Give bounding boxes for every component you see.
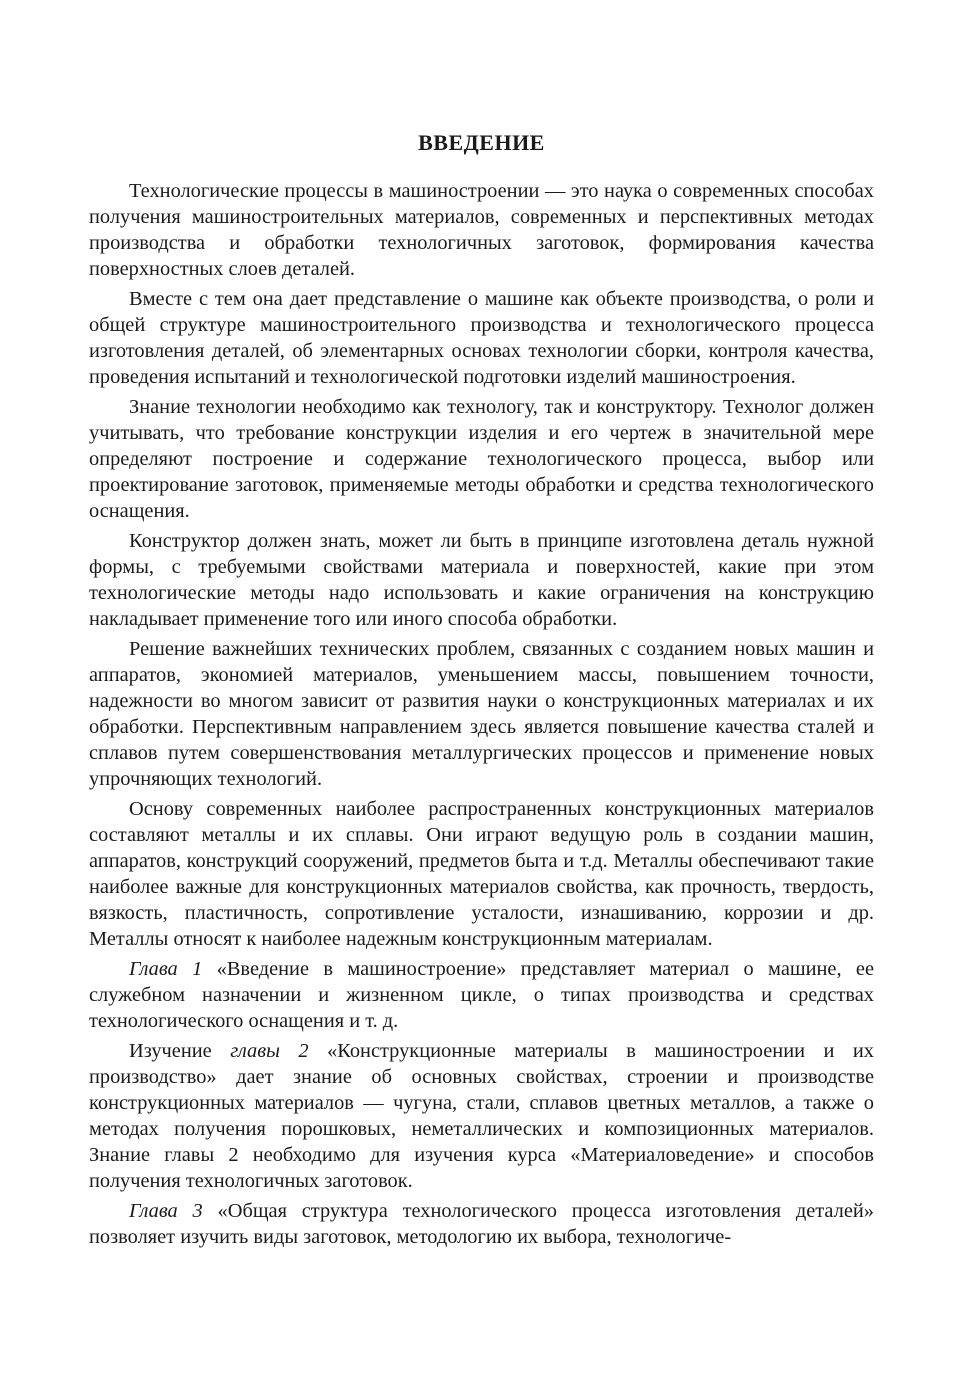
chapter-3-text: «Общая структура технологического процесса изготовления деталей» позволяет изучить виды заготовок, методологию их выбора, технологиче-: [89, 1200, 874, 1248]
document-page: [89, 128, 874, 1250]
paragraph-chapter-1: [89, 956, 874, 1034]
paragraph-1: Технологические процессы в машиностроении — это наука о современных способах получения машиностроительных материалов, современных и перспективных методах производства и обработки технологичных заготовок, формирования качества поверхностных слоев деталей.: [89, 180, 874, 280]
paragraph-chapter-2: [89, 1038, 874, 1194]
chapter-1-text: «Введение в машиностроение» представляет материал о машине, ее служебном назначении и жизненном цикле, о типах производства и средствах технологического оснащения и т. д.: [89, 958, 874, 1032]
paragraph-5: Решение важнейших технических проблем, связанных с созданием новых машин и аппаратов, экономией материалов, уменьшением массы, повышением точности, надежности во многом зависит от развития науки о конструкционных материалах и их обработки. Перспективным направлением здесь является повышение качества сталей и сплавов путем совершенствования металлургических процессов и применение новых упрочняющих технологий.: [89, 638, 874, 790]
paragraph-6: Основу современных наиболее распространенных конструкционных материалов составляют металлы и их сплавы. Они играют ведущую роль в создании машин, аппаратов, конструкций сооружений, предметов быта и т.д. Металлы обеспечивают такие наиболее важные для конструкционных материалов свойства, как прочность, твердость, вязкость, пластичность, сопротивление усталости, изнашиванию, коррозии и др. Металлы относят к наиболее надежным конструкционным материалам.: [89, 798, 874, 950]
paragraph-4: Конструктор должен знать, может ли быть в принципе изготовлена деталь нужной формы, с требуемыми свойствами материала и поверхностей, какие при этом технологические методы надо использовать и какие ограничения на конструкцию накладывает применение того или иного способа обработки.: [89, 530, 874, 630]
chapter-2-label: главы 2: [230, 1040, 309, 1062]
page-title: ВВЕДЕНИЕ: [418, 130, 545, 155]
chapter-1-label: Глава 1: [129, 958, 203, 980]
paragraph-3: Знание технологии необходимо как технологу, так и конструктору. Технолог должен учитывать, что требование конструкции изделия и его чертеж в значительной мере определяют построение и содержание технологического процесса, выбор или проектирование заготовок, применяемые методы обработки и средства технологического оснащения.: [89, 396, 874, 522]
paragraph-chapter-3: [89, 1198, 874, 1250]
paragraph-2: Вместе с тем она дает представление о машине как объекте производства, о роли и общей структуре машиностроительного производства и технологического процесса изготовления деталей, об элементарных основах технологии сборки, контроля качества, проведения испытаний и технологической подготовки изделий машиностроения.: [89, 288, 874, 388]
chapter-2-prefix: Изучение: [129, 1040, 231, 1062]
chapter-3-label: Глава 3: [129, 1200, 203, 1222]
chapter-2-text: «Конструкционные материалы в машиностроении и их производство» дает знание об основных свойствах, строении и производстве конструкционных материалов — чугуна, стали, сплавов цветных металлов, а также о методах получения порошковых, неметаллических и композиционных материалов. Знание главы 2 необходимо для изучения курса «Материаловедение» и способов получения технологичных заготовок.: [89, 1040, 875, 1192]
